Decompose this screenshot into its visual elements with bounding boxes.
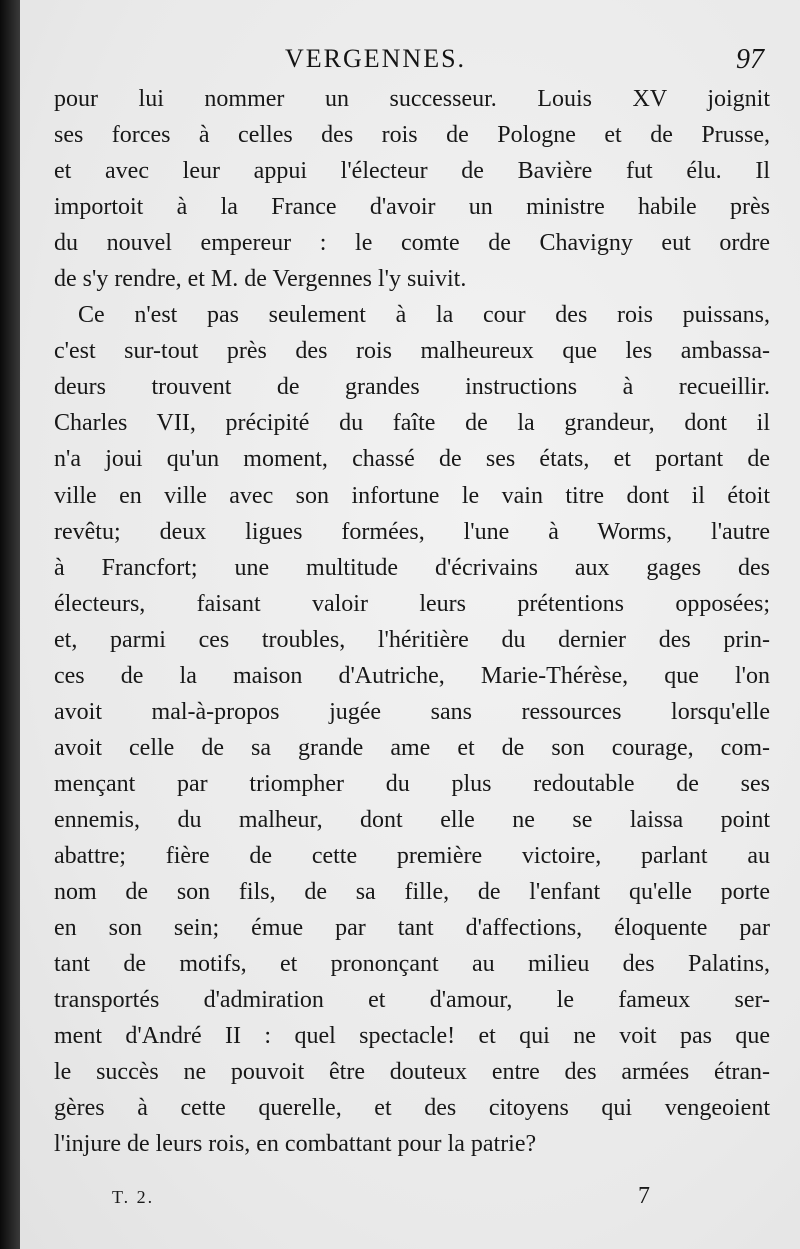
volume-mark: T. 2. bbox=[112, 1187, 155, 1207]
text-line: ment d'André II : quel spectacle! et qui ne voit pas que bbox=[54, 1023, 770, 1050]
text-line: importoit à la France d'avoir un ministre habile près bbox=[54, 194, 770, 221]
text-line: et, parmi ces troubles, l'héritière du dernier des prin- bbox=[54, 626, 770, 653]
text-line: Ce n'est pas seulement à la cour des rois puissans, bbox=[78, 302, 770, 329]
text-line: avoit celle de sa grande ame et de son courage, com- bbox=[54, 734, 770, 761]
running-title: VERGENNES. bbox=[285, 44, 467, 73]
body-text bbox=[54, 81, 770, 1162]
text-line: le succès ne pouvoit être douteux entre des armées étran- bbox=[54, 1059, 770, 1086]
text-line: pour lui nommer un successeur. Louis XV joignit bbox=[54, 86, 770, 112]
text-line: l'injure de leurs rois, en combattant pour la patrie? bbox=[54, 1131, 537, 1158]
text-line: ses forces à celles des rois de Pologne et de Prusse, bbox=[54, 122, 770, 149]
page-header bbox=[20, 44, 800, 84]
text-line: électeurs, faisant valoir leurs prétentions opposées; bbox=[54, 590, 770, 617]
page-gutter-shadow bbox=[0, 0, 20, 1249]
text-line: à Francfort; une multitude d'écrivains aux gages des bbox=[54, 554, 770, 581]
text-line: ces de la maison d'Autriche, Marie-Thérèse, que l'on bbox=[54, 662, 770, 689]
signature-mark: 7 bbox=[638, 1183, 650, 1209]
page-footer bbox=[20, 1183, 800, 1213]
text-line: ennemis, du malheur, dont elle ne se laissa point bbox=[54, 806, 770, 833]
text-line: en son sein; émue par tant d'affections, éloquente par bbox=[54, 915, 770, 942]
text-line: n'a joui qu'un moment, chassé de ses états, et portant de bbox=[54, 446, 770, 473]
text-line: revêtu; deux ligues formées, l'une à Worms, l'autre bbox=[54, 518, 770, 545]
text-line: nom de son fils, de sa fille, de l'enfant qu'elle porte bbox=[54, 879, 770, 906]
text-line: gères à cette querelle, et des citoyens qui vengeoient bbox=[54, 1095, 770, 1122]
text-line: deurs trouvent de grandes instructions à recueillir. bbox=[54, 374, 770, 401]
text-line: c'est sur-tout près des rois malheureux que les ambassa- bbox=[54, 338, 770, 365]
text-line: transportés d'admiration et d'amour, le fameux ser- bbox=[54, 987, 770, 1014]
book-page bbox=[20, 0, 800, 1249]
text-line: du nouvel empereur : le comte de Chavigny eut ordre bbox=[54, 230, 770, 257]
text-line: ville en ville avec son infortune le vain titre dont il étoit bbox=[54, 482, 770, 509]
text-line: mençant par triompher du plus redoutable de ses bbox=[54, 770, 770, 797]
page-number: 97 bbox=[736, 44, 764, 75]
text-line: tant de motifs, et prononçant au milieu des Palatins, bbox=[54, 951, 770, 978]
text-line: de s'y rendre, et M. de Vergennes l'y suivit. bbox=[54, 266, 467, 293]
text-line: Charles VII, précipité du faîte de la grandeur, dont il bbox=[54, 410, 770, 437]
text-line: avoit mal-à-propos jugée sans ressources lorsqu'elle bbox=[54, 698, 770, 725]
text-line: abattre; fière de cette première victoire, parlant au bbox=[54, 842, 770, 869]
text-line: et avec leur appui l'électeur de Bavière fut élu. Il bbox=[54, 158, 770, 185]
